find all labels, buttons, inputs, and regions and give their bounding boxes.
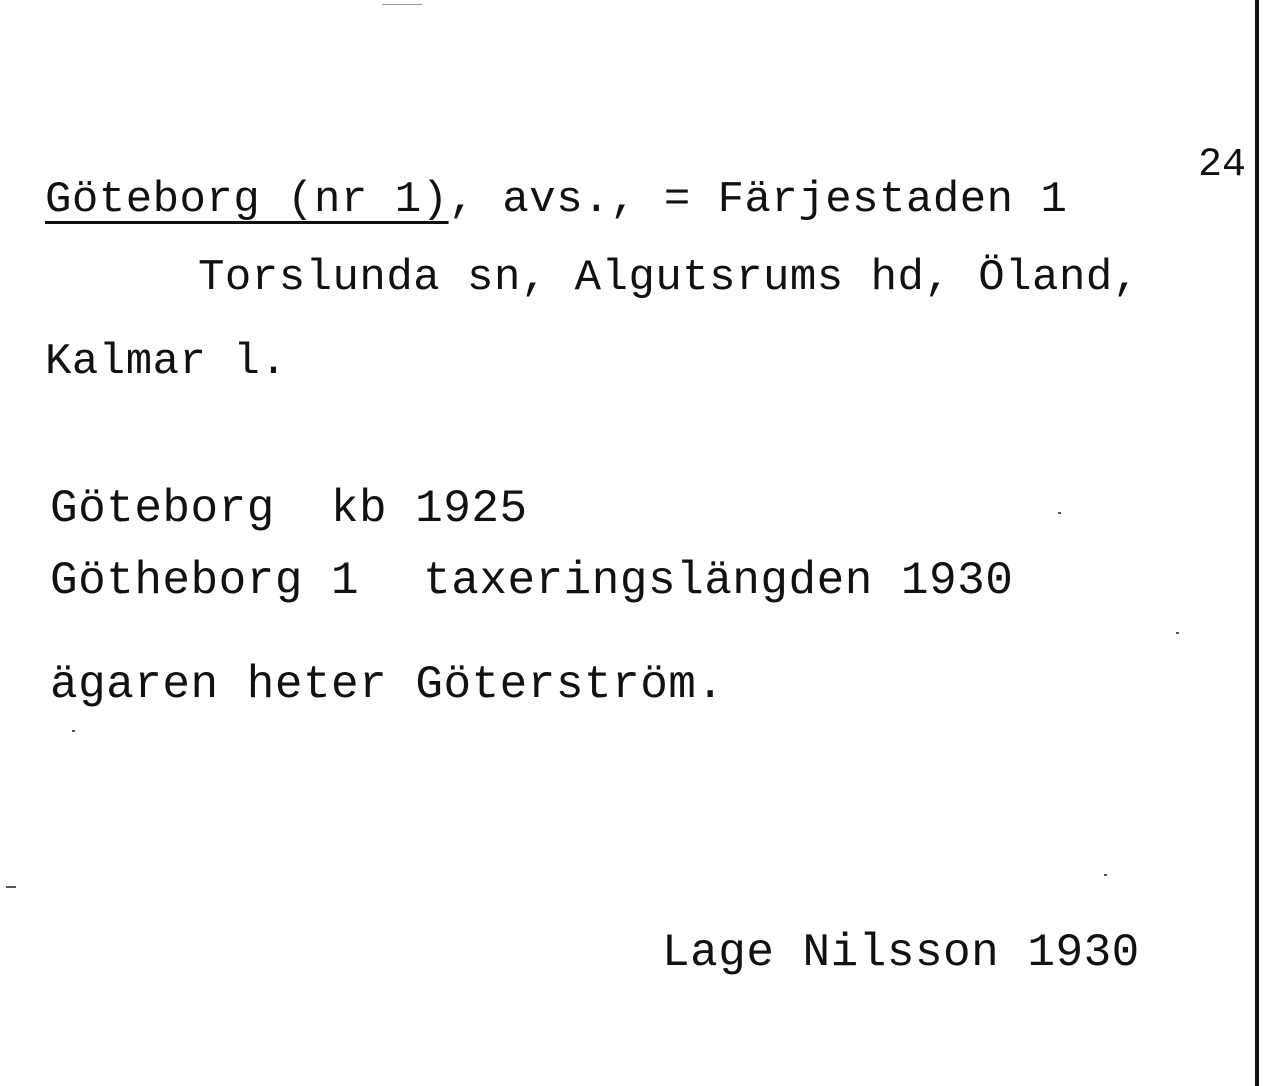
source-2-ref: taxeringslängden 1930 (423, 555, 1014, 607)
heading-superscript: 24 (1198, 143, 1247, 188)
card-edge-line (1255, 0, 1259, 1086)
heading-rest: , avs., = Färjestaden 1 (448, 175, 1068, 225)
source-row-1 (50, 483, 528, 535)
location-line: Torslunda sn, Algutsrums hd, Öland, (198, 253, 1140, 303)
owner-note: ägaren heter Göterström. (50, 659, 725, 711)
source-2-name: Götheborg 1 (50, 555, 360, 607)
source-1-name: Göteborg (50, 483, 275, 535)
card-heading (45, 175, 1068, 225)
signature: Lage Nilsson 1930 (662, 927, 1140, 979)
source-1-ref: kb 1925 (330, 483, 528, 535)
source-row-2 (50, 555, 1014, 607)
county-line: Kalmar l. (45, 337, 288, 387)
heading-place-name: Göteborg (nr 1) (45, 175, 449, 225)
